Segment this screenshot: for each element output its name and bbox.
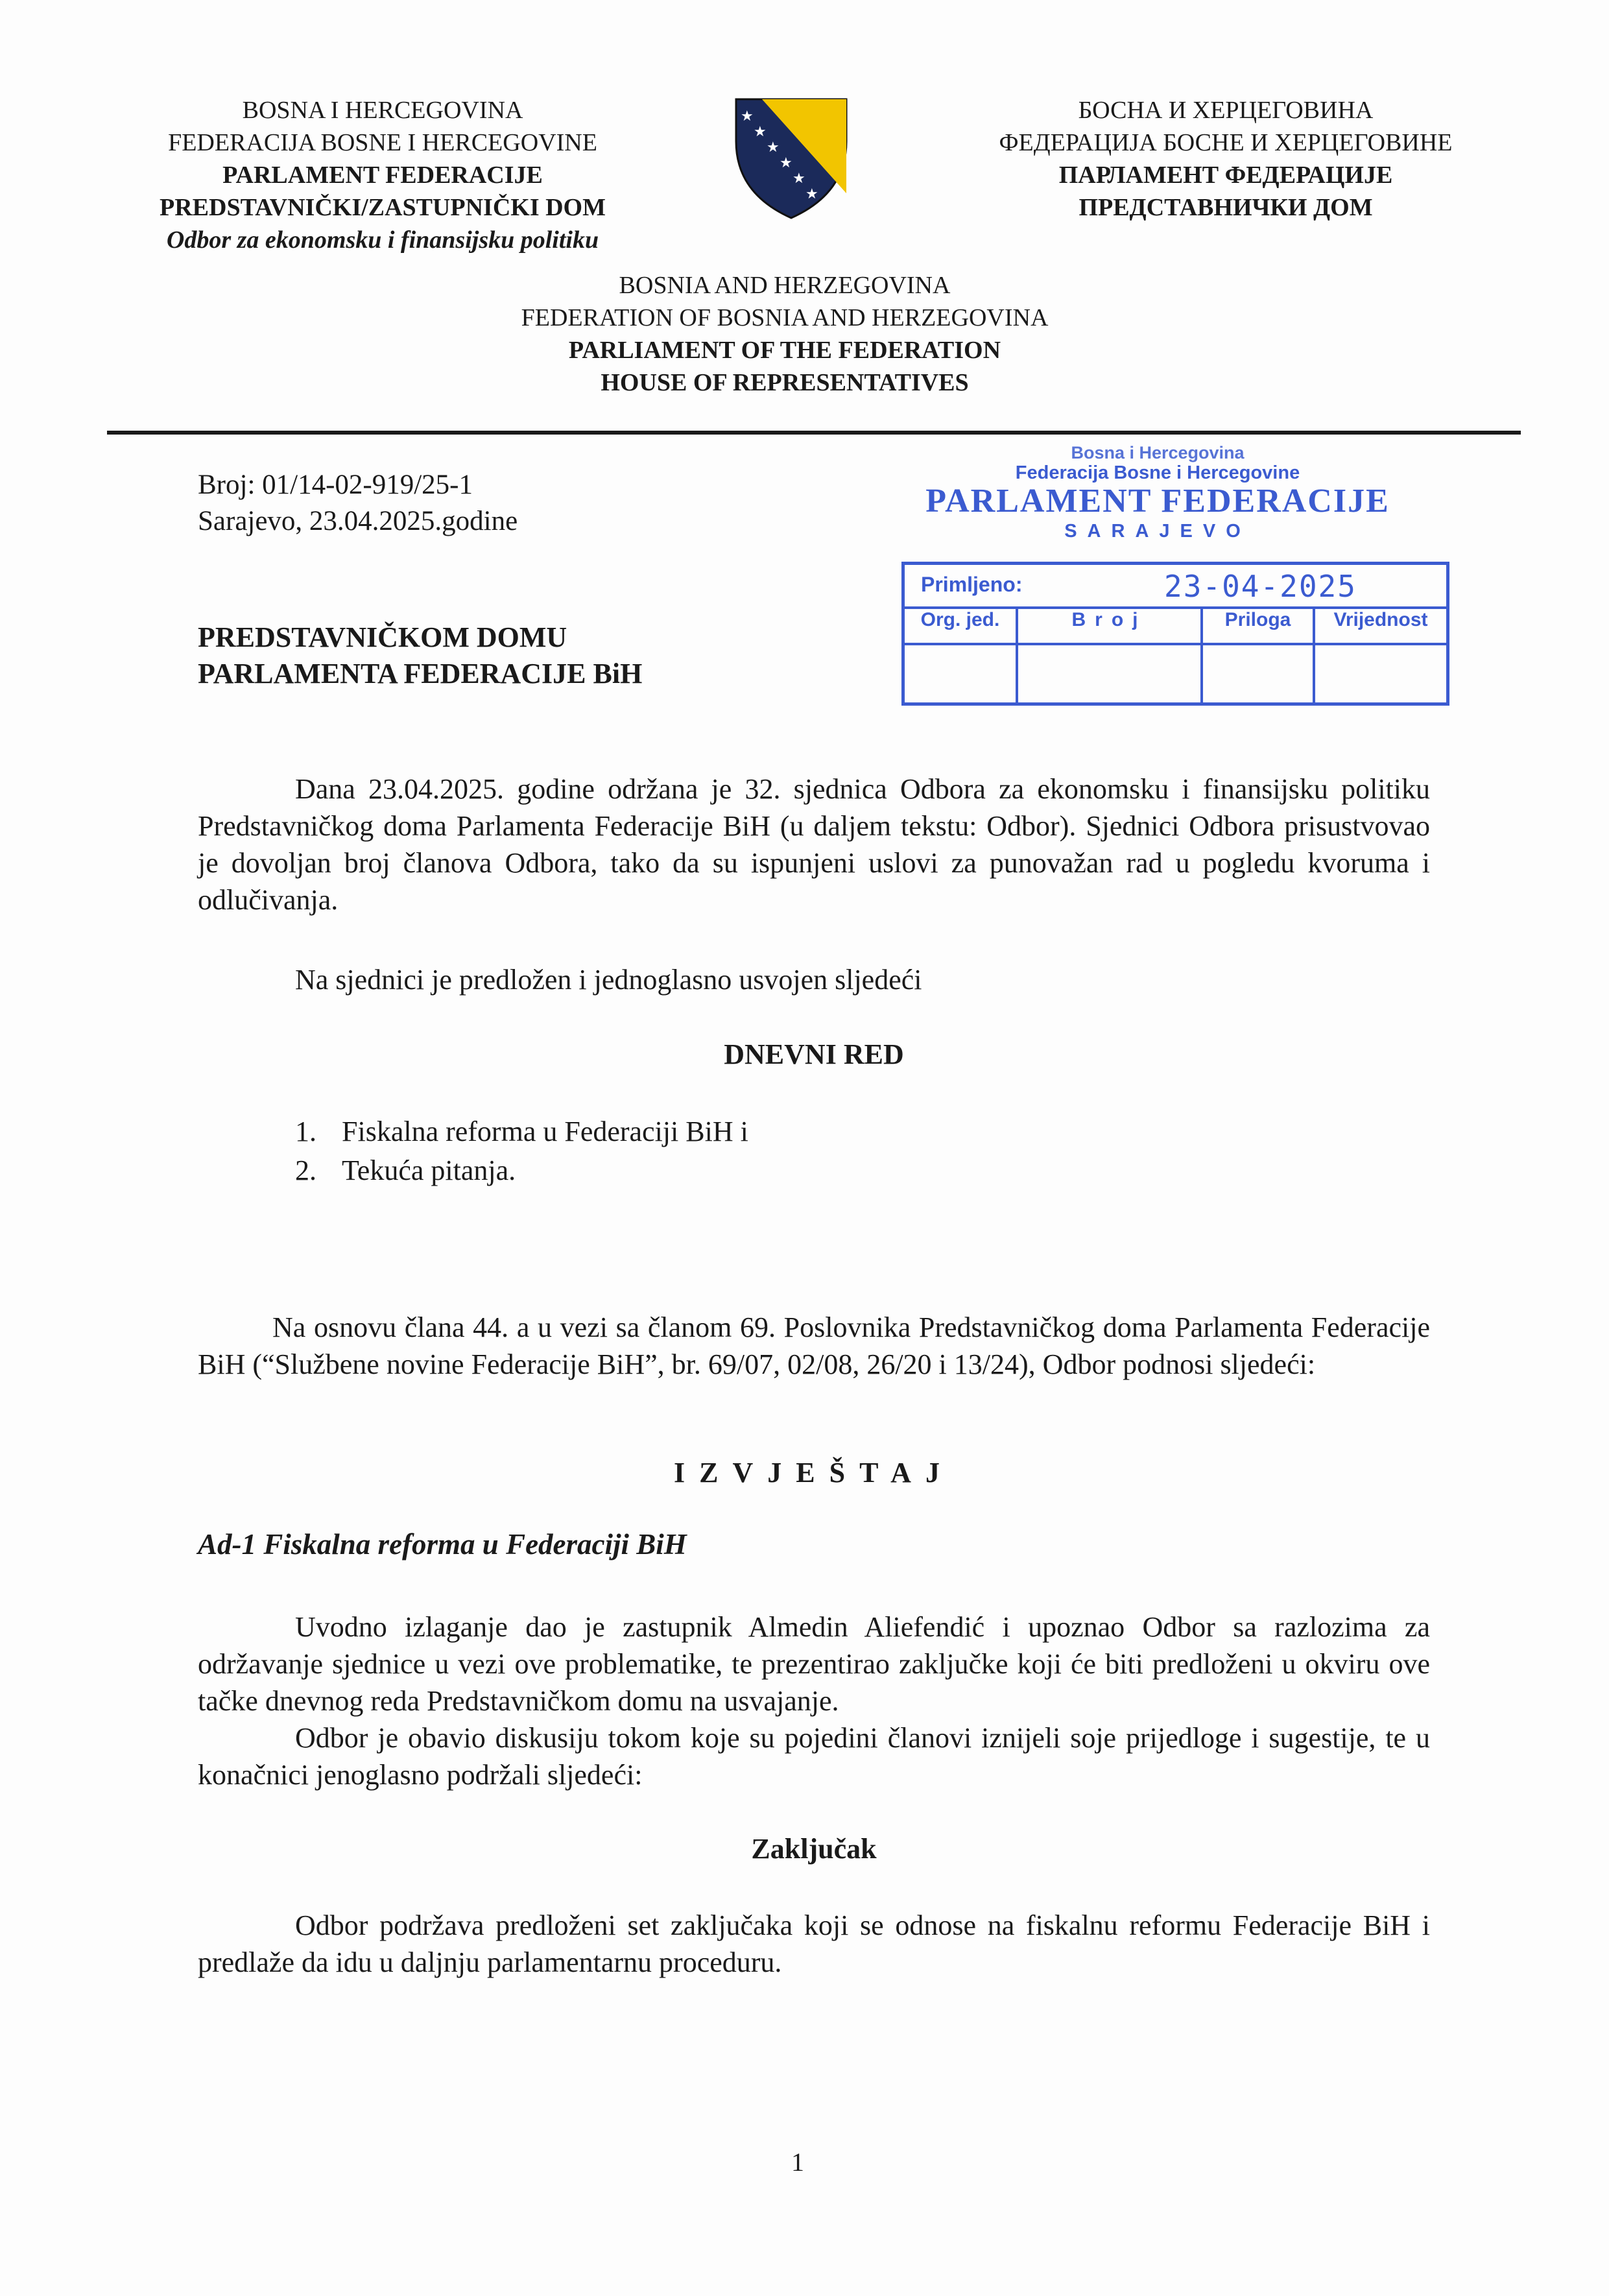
discussion-paragraphs: [198, 1608, 1430, 1793]
agenda-item: [295, 1112, 748, 1151]
recipient: [198, 619, 642, 692]
stamp-received-row: [905, 565, 1446, 609]
header-left: [104, 94, 661, 256]
stamp-row-divider: [905, 643, 1446, 645]
stamp-col-number: [1018, 606, 1203, 702]
svg-text:★: ★: [754, 124, 767, 140]
stamp-col-number-label: Broj: [1071, 609, 1147, 630]
svg-text:★: ★: [780, 155, 793, 171]
recipient-line-1: PREDSTAVNIČKOM DOMU: [198, 621, 567, 653]
agenda-item-text: Tekuća pitanja.: [342, 1154, 516, 1186]
header-center-country: BOSNIA AND HERZEGOVINA: [619, 272, 951, 299]
agenda-item-number: 1.: [295, 1116, 316, 1147]
svg-text:★: ★: [767, 139, 780, 156]
stamp-country: Bosna i Hercegovina: [1071, 443, 1245, 462]
agenda-item-number: 2.: [295, 1154, 316, 1186]
page-number: 1: [791, 2147, 804, 2177]
svg-text:★: ★: [741, 108, 754, 125]
stamp-received-date: 23-04-2025: [1164, 569, 1357, 604]
header-center-house: HOUSE OF REPRESENTATIVES: [601, 369, 969, 396]
conclusion-paragraph: Odbor podržava predloženi set zaključaka koji se odnose na fiskalnu reformu Federacije BiH i predlaže da idu u daljnju parlamentarnu proceduru.: [198, 1909, 1430, 1978]
stamp-col-attachments: [1203, 606, 1315, 702]
header-right-house: ПРЕДСТАВНИЧКИ ДОМ: [1079, 194, 1373, 221]
conclusion-title: Zaključak: [751, 1833, 877, 1865]
discussion-intro: Uvodno izlaganje dao je zastupnik Almedin Aliefendić i upoznao Odbor sa razlozima za održavanje sjednice u vezi ove problematike, te prezentirao zaključke koji će biti predloženi u okviru ove tačke dnevnog reda Predstavničkom domu na usvajanje.: [198, 1611, 1430, 1717]
recipient-line-2: PARLAMENTA FEDERACIJE BiH: [198, 658, 643, 689]
discussion-summary: Odbor je obavio diskusiju tokom koje su pojedini članovi iznijeli soje prijedloge i sugestije, te u konačnici jenoglasno podržali sljedeći:: [198, 1722, 1430, 1791]
header-left-house: PREDSTAVNIČKI/ZASTUPNIČKI DOM: [160, 194, 606, 221]
header-center-parliament: PARLIAMENT OF THE FEDERATION: [568, 337, 1001, 364]
report-title: IZVJEŠTAJ: [674, 1457, 954, 1489]
header-center: [363, 269, 1206, 399]
stamp-city: SARAJEVO: [1064, 521, 1251, 542]
stamp-received-label: Primljeno:: [921, 573, 1023, 596]
stamp-col-org: [905, 606, 1018, 702]
header-right-country: БОСНА И ХЕРЦЕГОВИНА: [1078, 97, 1374, 124]
document-place-date: Sarajevo, 23.04.2025.godine: [198, 506, 518, 536]
header-divider: [107, 431, 1521, 435]
intro-paragraph: Dana 23.04.2025. godine održana je 32. sjednica Odbora za ekonomsku i finansijsku politiku Predstavničkog doma Parlamenta Federacije BiH (u daljem tekstu: Odbor). Sjednici Odbora prisustvovao je dovoljan broj članova Odbora, tako da su ispunjeni uslovi za punovažan rad u pogledu kvoruma i odlučivanja.: [198, 773, 1430, 916]
header-right: [934, 94, 1518, 224]
stamp-federation: Federacija Bosne i Hercegovine: [1015, 462, 1300, 483]
header-right-federation: ФЕДЕРАЦИЈА БОСНЕ И ХЕРЦЕГОВИНЕ: [999, 129, 1453, 156]
agenda-list: [295, 1112, 748, 1190]
svg-text:★: ★: [793, 171, 805, 187]
stamp-table: [901, 562, 1449, 706]
coat-of-arms-icon: [733, 96, 850, 219]
document-number: Broj: 01/14-02-919/25-1: [198, 470, 473, 500]
svg-text:★: ★: [805, 186, 818, 202]
agenda-item: [295, 1151, 748, 1190]
legal-basis-paragraph: Na osnovu člana 44. a u vezi sa članom 69. Poslovnika Predstavničkog doma Parlamenta Federacije BiH (“Službene novine Federacije BiH”, br. 69/07, 02/08, 26/20 i 13/24), Odbor podnosi sljedeći:: [198, 1311, 1430, 1380]
stamp-parliament: PARLAMENT FEDERACIJE: [925, 483, 1390, 520]
header-right-parliament: ПАРЛАМЕНТ ФЕДЕРАЦИЈЕ: [1058, 161, 1393, 189]
document-meta: [198, 467, 518, 540]
ad1-title: Ad-1 Fiskalna reforma u Federaciji BiH: [198, 1528, 687, 1561]
agenda-intro: Na sjednici je predložen i jednoglasno usvojen sljedeći: [295, 964, 922, 996]
stamp-col-org-label: Org. jed.: [920, 609, 1000, 630]
header-left-parliament: PARLAMENT FEDERACIJE: [222, 161, 543, 189]
agenda-title: DNEVNI RED: [724, 1038, 904, 1070]
stamp-col-value-label: Vrijednost: [1333, 609, 1428, 630]
stamp-col-attachments-label: Priloga: [1224, 609, 1291, 630]
header-center-federation: FEDERATION OF BOSNIA AND HERZEGOVINA: [521, 304, 1049, 331]
header-left-federation: FEDERACIJA BOSNE I HERCEGOVINE: [168, 129, 597, 156]
agenda-item-text: Fiskalna reforma u Federaciji BiH i: [342, 1116, 748, 1147]
header-left-committee: Odbor za ekonomsku i finansijsku politiku: [166, 226, 599, 254]
header-left-country: BOSNA I HERCEGOVINA: [242, 97, 523, 124]
stamp-col-value: [1315, 606, 1446, 702]
received-stamp: [898, 443, 1456, 722]
